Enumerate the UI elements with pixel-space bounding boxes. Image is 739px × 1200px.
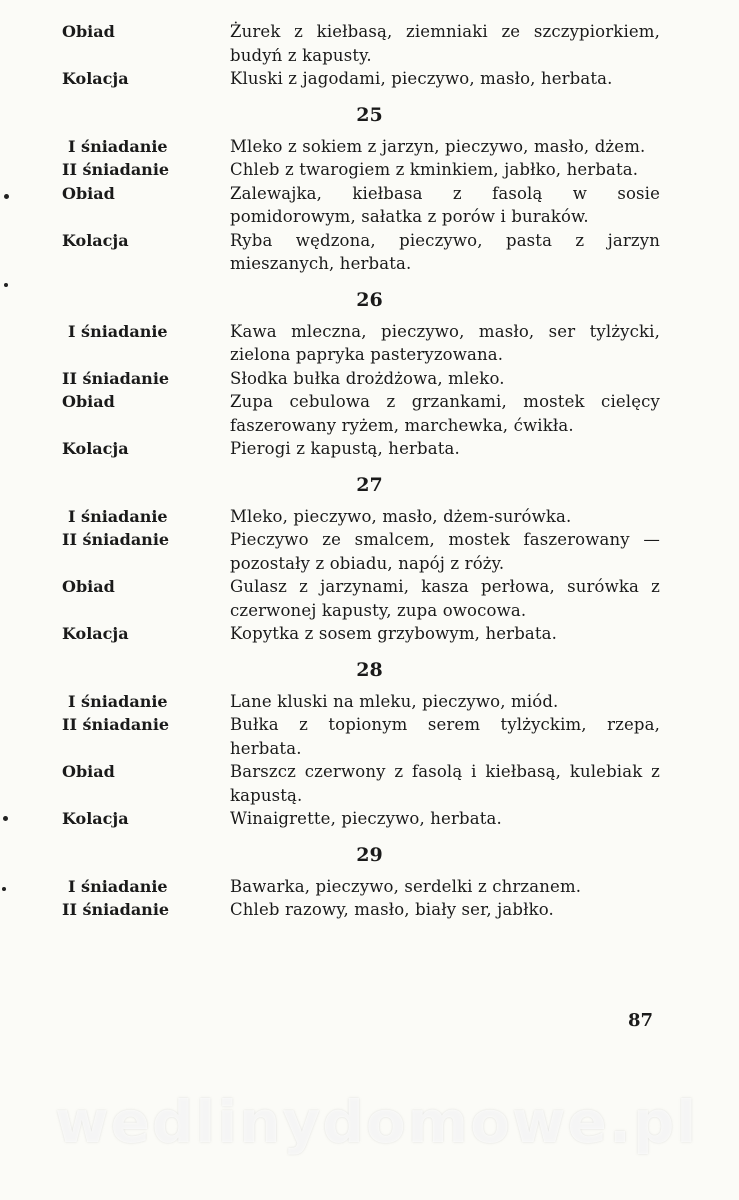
meal-label: Kolacja [62,230,129,250]
meal-row [0,807,739,831]
meal-label: I śniadanie [68,136,168,156]
day-heading [0,288,739,312]
page-number: 87 [628,1010,654,1031]
meal-row [0,20,739,67]
meal-text: Chleb z twarogiem z kminkiem, jabłko, herbata. [230,160,639,179]
meal-text: Kopytka z sosem grzybowym, herbata. [230,624,558,643]
meal-label: II śniadanie [62,160,170,179]
meal-row [0,898,739,922]
margin-speck [3,816,8,821]
meal-row [0,158,739,182]
meal-row [0,875,739,899]
meal-label: I śniadanie [68,691,168,711]
day-number: 26 [356,288,383,311]
meal-text: Kawa mleczna, pieczywo, masło, ser tylżycki, zielona papryka pasteryzowana. [230,321,660,364]
meal-row [0,690,739,714]
meal-row [0,622,739,646]
meal-row [0,182,739,229]
meal-row [0,575,739,622]
day-number: 29 [356,843,383,866]
meal-row [0,760,739,807]
meal-text: Chleb razowy, masło, biały ser, jabłko. [230,900,554,919]
meal-row [0,437,739,461]
meal-text: Gulasz z jarzynami, kasza perłowa, surówka z czerwonej kapusty, zupa owocowa. [230,577,660,620]
meal-label: Kolacja [62,624,129,643]
day-heading [0,843,739,867]
meal-label: Obiad [62,392,115,411]
day-heading [0,103,739,127]
day-heading [0,658,739,682]
meal-text: Winaigrette, pieczywo, herbata. [230,809,502,828]
meal-label: I śniadanie [68,876,168,896]
meal-row [0,367,739,391]
margin-speck [2,887,6,891]
meal-label: I śniadanie [68,321,168,341]
meal-row [0,229,739,276]
meal-row [0,135,739,159]
meal-label: II śniadanie [62,900,170,919]
watermark: wedlinydomowe.pl [55,1088,699,1156]
meal-label: I śniadanie [68,506,168,526]
meal-label: Kolacja [62,809,129,828]
meal-text: Żurek z kiełbasą, ziemniaki ze szczypiorkiem, budyń z kapusty. [230,22,660,65]
meal-label: Obiad [62,762,115,781]
meal-row [0,505,739,529]
meal-row [0,528,739,575]
meal-label: II śniadanie [62,368,170,388]
meal-text: Pieczywo ze smalcem, mostek faszerowany — pozostały z obiadu, napój z róży. [230,530,660,573]
meal-label: II śniadanie [62,530,170,549]
meal-text: Bułka z topionym serem tylżyckim, rzepa, herbata. [230,715,660,758]
day-number: 25 [356,103,383,126]
meal-text: Pierogi z kapustą, herbata. [230,439,460,458]
margin-speck [4,283,8,287]
meal-text: Barszcz czerwony z fasolą i kiełbasą, kulebiak z kapustą. [230,762,660,805]
day-number: 27 [356,473,383,496]
meal-text: Ryba wędzona, pieczywo, pasta z jarzyn mieszanych, herbata. [230,230,660,273]
meal-label: Obiad [62,183,115,203]
meal-label: Kolacja [62,439,129,458]
meal-text: Bawarka, pieczywo, serdelki z chrzanem. [230,876,582,896]
meal-text: Słodka bułka drożdżowa, mleko. [230,368,505,388]
meal-text: Zupa cebulowa z grzankami, mostek cielęcy faszerowany ryżem, marchewka, ćwikła. [230,392,660,435]
meal-label: Obiad [62,577,115,596]
menu-content [0,20,739,922]
meal-row [0,67,739,91]
day-number: 28 [356,658,383,681]
meal-label: Obiad [62,22,115,41]
meal-text: Mleko, pieczywo, masło, dżem-surówka. [230,506,572,526]
day-heading [0,473,739,497]
meal-text: Zalewajka, kiełbasa z fasolą w sosie pomidorowym, sałatka z porów i buraków. [230,183,660,226]
meal-text: Lane kluski na mleku, pieczywo, miód. [230,691,559,711]
meal-row [0,320,739,367]
meal-text: Mleko z sokiem z jarzyn, pieczywo, masło, dżem. [230,136,646,156]
meal-row [0,390,739,437]
meal-label: Kolacja [62,69,129,88]
meal-label: II śniadanie [62,715,170,734]
margin-speck [4,194,9,199]
meal-row [0,713,739,760]
meal-text: Kluski z jagodami, pieczywo, masło, herbata. [230,69,613,88]
